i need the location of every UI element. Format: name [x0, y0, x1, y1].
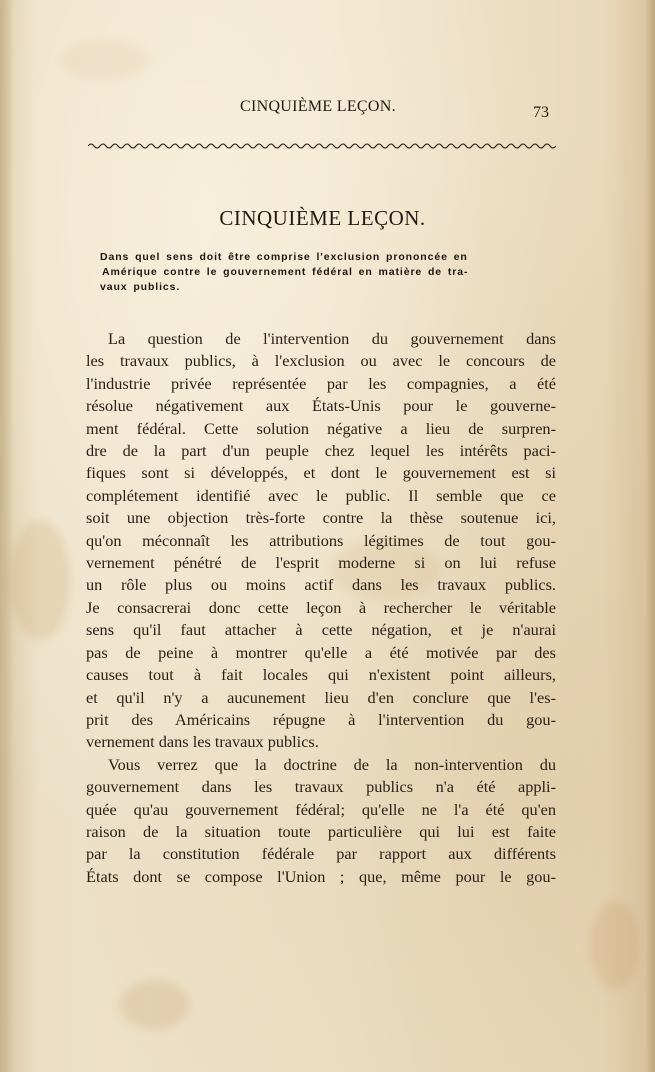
text-line: les travaux publics, à l'exclusion ou avec le concours de: [86, 351, 556, 371]
text-line: raison de la situation toute particulière qui lui est faite: [86, 821, 556, 841]
text-line: dre de la part d'un peuple chez lequel les intérêts paci-: [86, 441, 556, 461]
text-line: et qu'il n'y a aucunement lieu d'en conclure que l'es-: [86, 687, 556, 707]
text-line: États dont se compose l'Union ; que, même pour le gou-: [86, 866, 556, 886]
paper-stain: [10, 520, 70, 640]
text-line: prit des Américains répugne à l'intervention du gou-: [86, 709, 556, 729]
text-line: causes tout à fait locales qui n'existent point ailleurs,: [86, 665, 556, 685]
text-line: vernement dans les travaux publics.: [86, 732, 319, 752]
text-line: fiques sont si développés, et dont le gouvernement est si: [86, 463, 556, 483]
summary-line: vaux publics.: [100, 281, 181, 293]
text-line: résolue négativement aux États-Unis pour le gouverne-: [86, 396, 556, 416]
paper-stain: [120, 980, 190, 1030]
text-line: sens qu'il faut attacher à cette négation, et je n'aurai: [86, 620, 556, 640]
text-line: complétement identifié avec le public. Il semble que ce: [86, 485, 556, 505]
summary-line: Dans quel sens doit être comprise l'exclusion prononcée en: [100, 251, 468, 263]
page-number: 73: [533, 104, 549, 121]
chapter-title: CINQUIÈME LEÇON.: [219, 206, 426, 230]
paragraph: [86, 328, 556, 754]
paragraph: [86, 754, 556, 888]
body-text: [86, 328, 556, 888]
text-line: gouvernement dans les travaux publics n'a été appli-: [86, 777, 556, 797]
paper-stain: [60, 40, 150, 80]
running-header: [90, 96, 555, 126]
text-line: l'industrie privée représentée par les compagnies, a été: [86, 373, 556, 393]
text-line: un rôle plus ou moins actif dans les travaux publics.: [86, 575, 556, 595]
page-edge-shadow-right: [645, 0, 655, 1072]
page-edge-shadow-left: [0, 0, 14, 1072]
summary-line: Amérique contre le gouvernement fédéral en matière de tra-: [102, 266, 469, 278]
paper-stain: [590, 900, 640, 990]
text-line: La question de l'intervention du gouvernement dans: [108, 329, 556, 348]
text-line: Vous verrez que la doctrine de la non-intervention du: [108, 754, 556, 774]
text-line: pas de peine à montrer qu'elle a été motivée par des: [86, 642, 556, 662]
chapter-summary: [100, 250, 552, 295]
text-line: par la constitution fédérale par rapport aux différents: [86, 844, 556, 864]
decorative-wavy-rule: [88, 142, 556, 150]
text-line: soit une objection très-forte contre la thèse soutenue ici,: [86, 508, 556, 528]
text-line: Je consacrerai donc cette leçon à rechercher le véritable: [86, 597, 556, 617]
text-line: vernement pénétré de l'esprit moderne si on lui refuse: [86, 553, 556, 573]
running-title: CINQUIÈME LEÇON.: [240, 98, 396, 115]
text-line: ment fédéral. Cette solution négative a lieu de surpren-: [86, 418, 556, 438]
text-line: qu'on méconnaît les attributions légitimes de tout gou-: [86, 530, 556, 550]
text-line: quée qu'au gouvernement fédéral; qu'elle ne l'a été qu'en: [86, 799, 556, 819]
